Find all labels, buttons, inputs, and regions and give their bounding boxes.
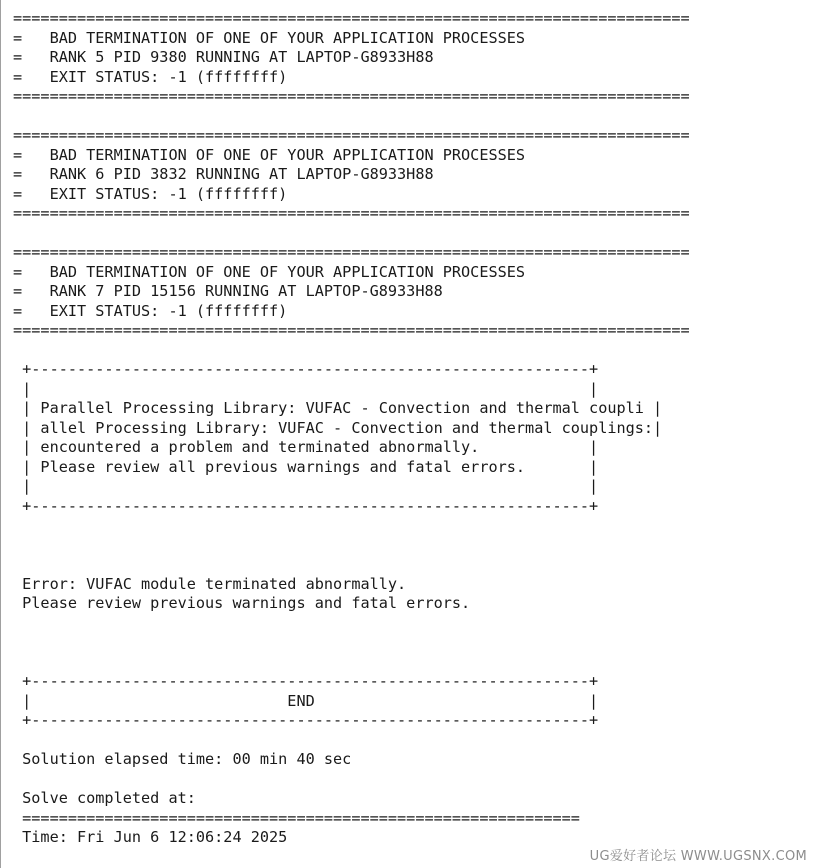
console-line: = EXIT STATUS: -1 (ffffffff) xyxy=(13,301,288,320)
console-line: | Parallel Processing Library: VUFAC - Convection and thermal coupli | xyxy=(13,399,663,417)
console-line: = BAD TERMINATION OF ONE OF YOUR APPLICATION PROCESSES xyxy=(13,262,526,281)
console-line xyxy=(13,536,690,556)
console-line xyxy=(13,107,690,127)
console-line xyxy=(13,633,690,653)
console-line: = EXIT STATUS: -1 (ffffffff) xyxy=(13,184,288,203)
console-line: +-------------------------------------------------------------+ xyxy=(13,496,599,515)
console-line: = BAD TERMINATION OF ONE OF YOUR APPLICATION PROCESSES xyxy=(13,145,526,164)
console-line: Please review previous warnings and fatal errors. xyxy=(13,594,471,612)
console-line: | | xyxy=(13,379,599,398)
console-line xyxy=(13,653,690,673)
console-line: | Please review all previous warnings and fatal errors. | xyxy=(13,457,599,476)
console-line xyxy=(13,614,690,634)
console-line: Error: VUFAC module terminated abnormally. xyxy=(13,574,407,593)
console-line: Time: Fri Jun 6 12:06:24 2025 xyxy=(13,828,288,846)
console-line: | allel Processing Library: VUFAC - Convection and thermal couplings:| xyxy=(13,418,663,437)
console-line: +-------------------------------------------------------------+ xyxy=(13,711,599,729)
console-line: = EXIT STATUS: -1 (ffffffff) xyxy=(13,67,288,86)
console-line: ============================================================= xyxy=(13,808,580,827)
console-line: Solution elapsed time: 00 min 40 sec xyxy=(13,750,352,768)
console-line: Solve completed at: xyxy=(13,789,196,807)
watermark: UG爱好者论坛 WWW.UGSNX.COM xyxy=(589,849,807,864)
console-line: = RANK 5 PID 9380 RUNNING AT LAPTOP-G8933H88 xyxy=(13,48,434,66)
console-line: ========================================================================== xyxy=(13,87,690,105)
console-line: +-------------------------------------------------------------+ xyxy=(13,672,599,690)
console-line xyxy=(13,341,690,361)
console-line: +-------------------------------------------------------------+ xyxy=(13,360,599,378)
console-line: = BAD TERMINATION OF ONE OF YOUR APPLICATION PROCESSES xyxy=(13,28,526,47)
console-line: = RANK 6 PID 3832 RUNNING AT LAPTOP-G8933H88 xyxy=(13,165,434,183)
console-line xyxy=(13,731,690,751)
console-line xyxy=(13,224,690,244)
console-line: ========================================================================== xyxy=(13,9,690,27)
console-line xyxy=(13,516,690,536)
console-line: = RANK 7 PID 15156 RUNNING AT LAPTOP-G8933H88 xyxy=(13,282,443,300)
console-line: ========================================================================== xyxy=(13,243,690,261)
console-line: | encountered a problem and terminated abnormally. | xyxy=(13,438,599,456)
console-line: | END | xyxy=(13,691,599,710)
console-line xyxy=(13,555,690,575)
console-line: ========================================================================== xyxy=(13,321,690,339)
console-text xyxy=(13,9,690,848)
console-line xyxy=(13,770,690,790)
console-line: | | xyxy=(13,477,599,495)
console-line: ========================================================================== xyxy=(13,126,690,144)
console-line: ========================================================================== xyxy=(13,204,690,222)
